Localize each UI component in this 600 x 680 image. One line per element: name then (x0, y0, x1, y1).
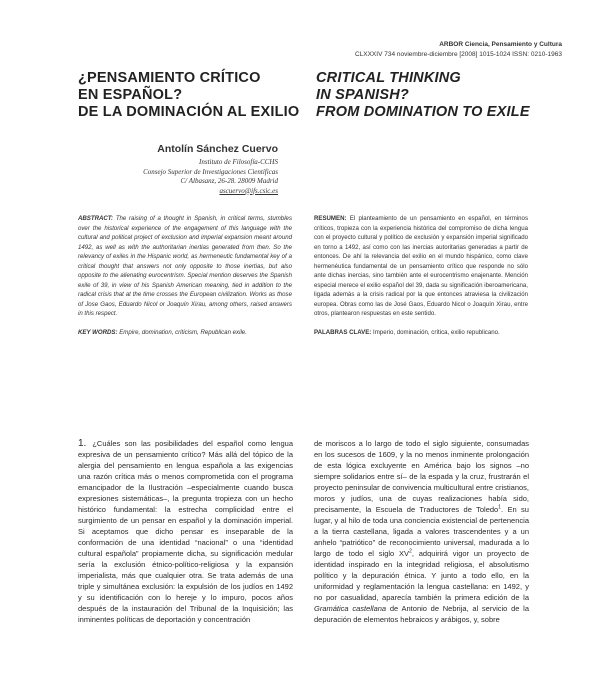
body-left-text: ¿Cuáles son las posibilidades del español como lengua expresiva de un pensamiento crítico? Más allá del tópico de la alergia del pensamiento en lengua española a las exigencias una razón crítica más o menos comprometida con el programa emancipador de la Ilustración –especialmente cuando busca expresiones sistemáticas–, la pregunta tropieza con un hecho histórico fundamental: la estrecha complicidad entre el surgimiento de un pensar en español y la dominación imperial. Si aceptamos que dicho pensar es inseparable de la conformación de una identidad “nacional” o una “identidad cultural española” propiamente dicha, su significación medular sería la exclusión étnico-político-religiosa y la expansión imperialista, más que cualquier otra. Se trata además de una triple y simultánea exclusión: la expulsión de los judíos en 1492 y su identificación con lo hereje y lo impuro, pocos años después de la instauración del Tribunal de la Inquisición; las inminentes políticas de deportación y concentración (78, 439, 293, 624)
title-en-line-3: FROM DOMINATION TO EXILE (316, 104, 530, 120)
journal-name: ARBOR Ciencia, Pensamiento y Cultura (439, 41, 562, 48)
title-english (316, 70, 530, 121)
keywords-en (78, 328, 292, 338)
abstract-en-text: The raising of a thought in Spanish, in critical terms, stumbles over the historical experience of the engagement of this language with the cultural and political project of exclusion and imperial expansion meant around 1492, as well as with the authoritarian inertias generated from then. So the relevancy of exiles in the Hispanic world, as hermeneutic fundamental key of a critical thought that answers not only opposite to those inertias, but also opposite to the alienating eurocentrism. Special mention deserves the Spanish exile of 39, in view of his Spanish American meaning, tied in addition to the radical crisis that at the time crosses the European civilization. Works as those of Jose Gaos, Eduardo Nicol or Joaquín Xirau, among others, raised answers in this respect. (78, 215, 292, 317)
affiliation-line-3: C/ Albasanz, 26-28. 28009 Madrid (180, 177, 278, 185)
author-block (143, 143, 278, 196)
title-en-line-1: CRITICAL THINKING (316, 70, 461, 86)
keywords-en-text: Empire, domination, criticism, Republican exile. (119, 328, 247, 336)
footnote-ref-2[interactable]: 2 (409, 548, 412, 555)
affiliation-line-1: Instituto de Filosofía-CCHS (199, 158, 278, 166)
abstract-en-paragraph (78, 214, 292, 319)
journal-issue: CLXXXIV 734 noviembre-diciembre [2008] 1015-1024 ISSN: 0210-1963 (354, 51, 562, 58)
abstract-es-label: RESUMEN: (314, 215, 347, 222)
affiliation-line-2: Consejo Superior de Investigaciones Científicas (143, 167, 278, 176)
abstract-english (78, 214, 292, 337)
author-email[interactable]: ascuervo@ifs.csic.es (219, 186, 278, 195)
section-number: 1. (78, 438, 87, 449)
title-en-line-2: IN SPANISH? (316, 87, 409, 103)
body-column-right (314, 438, 529, 625)
keywords-es (314, 328, 528, 338)
body-right-text-2: . En su lugar, y al hilo de toda una conciencia existencial de pertenencia a la tierra castellana, ligada a valores trascendentes y a un anhelo “patriótico” de reconocimiento universal, madurada a lo largo de todo el siglo XV (314, 505, 529, 558)
abstract-es-text: El planteamiento de un pensamiento en español, en términos críticos, tropieza con la experiencia histórica del compromiso de dicha lengua con el proyecto cultural y político de exclusión y expansión imperial significado en torno a 1492, así como con las inercias autoritarias generadas a partir de entonces. De ahí la relevancia del exilio en el mundo hispánico, como clave hermenéutica fundamental de un pensamiento crítico que responde no sólo ante dichas inercias, sino también ante el eurocentrismo enajenante. Mención especial merece el exilio español del 39, dada su significación iberoamericana, ligada además a la crisis radical por la que entonces atraviesa la civilización europea. Obras como las de José Gaos, Eduardo Nicol o Joaquín Xirau, entre otros, plantearon respuestas en este sentido. (314, 215, 528, 317)
abstract-es-paragraph (314, 214, 528, 319)
title-es-line-3: DE LA DOMINACIÓN AL EXILIO (78, 104, 300, 120)
keywords-es-label: PALABRAS CLAVE: (314, 328, 372, 336)
abstract-en-label: ABSTRACT: (78, 215, 114, 222)
keywords-en-label: KEY WORDS: (78, 328, 118, 336)
body-right-text-1: de moriscos a lo largo de todo el siglo siguiente, consumadas en los sucesos de 1609, y la no menos inminente prolongación de esta lógica excluyente en América bajo los signos –no siempre solidarios entre sí– de la espada y la cruz, frustrarán el proyecto peninsular de convivencia multicultural entre cristianos, moros y judíos, una de cuyas realizaciones había sido, precisamente, la Escuela de Traductores de Toledo (314, 439, 529, 514)
title-es-line-2: EN ESPAÑOL? (78, 87, 183, 103)
body-column-left (78, 438, 293, 625)
book-title-italic: Gramática castellana (314, 604, 387, 613)
title-spanish (78, 70, 299, 121)
journal-header (355, 40, 562, 60)
title-es-line-1: ¿PENSAMIENTO CRÍTICO (78, 70, 261, 86)
author-affiliation (143, 158, 278, 196)
abstract-spanish (314, 214, 528, 337)
body-right-text-4: de Antonio de Nebrija, al servicio de la depuración de elementos hebraicos y arábigos, y, sobre (314, 604, 529, 624)
keywords-es-text: Imperio, dominación, crítica, exilio republicano. (373, 328, 500, 336)
footnote-ref-1[interactable]: 1 (498, 504, 502, 511)
body-right-text-3: , adquirirá vigor un proyecto de identidad inspirado en la integridad religiosa, el absolutismo político y la depuración étnica. Y junto a todo ello, en la uniformidad y reglamentación la lengua castellana: en 1492, y no por casualidad, aparecía también la primera edición de la (314, 549, 529, 602)
author-name: Antolín Sánchez Cuervo (157, 143, 278, 155)
